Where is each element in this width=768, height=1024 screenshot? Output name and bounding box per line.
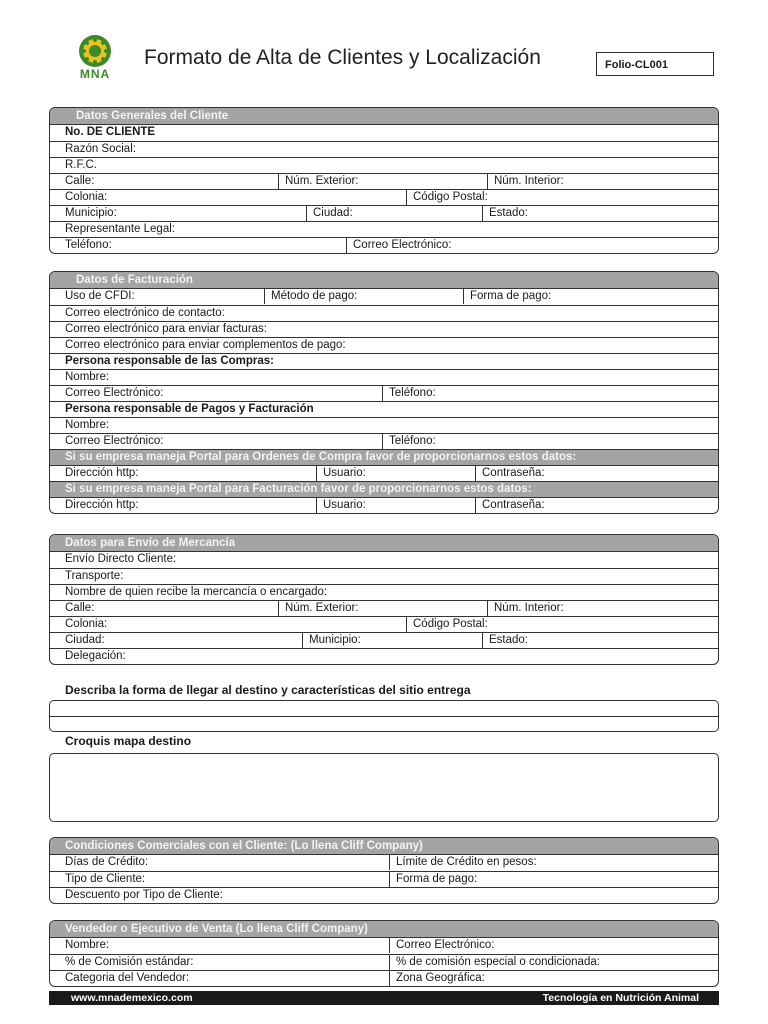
field-correo[interactable]: Correo Electrónico: — [346, 238, 451, 253]
subheading-resp-compras — [50, 353, 718, 369]
field-label: Correo electrónico de contacto: — [65, 307, 225, 319]
field-forma-pago[interactable]: Forma de pago: — [389, 872, 477, 887]
row-ciudad — [50, 632, 718, 648]
section-title: Vendedor o Ejecutivo de Venta (Lo llena Cliff Company) — [50, 921, 718, 938]
row-tipo-cliente — [50, 871, 718, 887]
field-telefono-compras[interactable]: Teléfono: — [382, 386, 436, 401]
field-label: Descuento por Tipo de Cliente: — [65, 889, 223, 901]
section-title: Condiciones Comerciales con el Cliente: (Lo llena Cliff Company) — [50, 838, 718, 855]
row-cfdi — [50, 289, 718, 305]
field-direccion-http[interactable]: Dirección http: — [65, 467, 139, 479]
field-ciudad[interactable]: Ciudad: — [306, 206, 353, 221]
field-num-interior[interactable]: Núm. Interior: — [487, 601, 564, 616]
footer-bar — [49, 991, 719, 1005]
field-calle[interactable]: Calle: — [65, 602, 95, 614]
field-num-interior[interactable]: Núm. Interior: — [487, 174, 564, 189]
field-label: Razón Social: — [65, 143, 136, 155]
field-usuario[interactable]: Usuario: — [316, 466, 366, 481]
band-portal-compras — [50, 449, 718, 465]
band-label: Si su empresa maneja Portal para Facturación favor de proporcionarnos estos datos: — [65, 483, 532, 495]
field-correo-pagos[interactable]: Correo Electrónico: — [65, 435, 164, 447]
row-contacto-compras — [50, 385, 718, 401]
field-metodo-pago[interactable]: Método de pago: — [264, 289, 357, 304]
field-transporte[interactable] — [50, 568, 718, 584]
field-uso-cfdi[interactable]: Uso de CFDI: — [65, 290, 135, 302]
page-title: Formato de Alta de Clientes y Localización — [144, 46, 541, 69]
field-label: Correo electrónico para enviar facturas: — [65, 323, 267, 335]
field-label: Nombre: — [65, 419, 110, 431]
row-comision — [50, 954, 718, 970]
field-correo-facturas[interactable] — [50, 321, 718, 337]
section-datos-generales — [49, 107, 719, 254]
field-label: Nombre: — [65, 371, 110, 383]
row-credito — [50, 855, 718, 871]
field-label: Transporte: — [65, 570, 124, 582]
field-descuento[interactable] — [50, 887, 718, 903]
field-zona[interactable]: Zona Geográfica: — [389, 971, 485, 986]
row-municipio — [50, 205, 718, 221]
folio-box: Folio-CL001 — [596, 52, 714, 76]
destino-divider — [50, 716, 718, 717]
section-title: Datos de Facturación — [50, 272, 718, 289]
row-calle — [50, 600, 718, 616]
field-contrasena[interactable]: Contraseña: — [475, 498, 545, 513]
field-contrasena[interactable]: Contraseña: — [475, 466, 545, 481]
field-categoria[interactable]: Categoria del Vendedor: — [65, 972, 190, 984]
field-label: Representante Legal: — [65, 223, 175, 235]
field-nombre-pagos[interactable] — [50, 417, 718, 433]
field-label: R.F.C. — [65, 159, 97, 171]
row-nombre — [50, 938, 718, 954]
row-colonia — [50, 189, 718, 205]
field-label: Envío Directo Cliente: — [65, 553, 177, 565]
field-municipio[interactable]: Municipio: — [302, 633, 361, 648]
footer-website[interactable]: www.mnademexico.com — [71, 992, 193, 1004]
field-forma-pago[interactable]: Forma de pago: — [463, 289, 551, 304]
band-label: Si su empresa maneja Portal para Ordenes de Compra favor de proporcionarnos estos datos: — [65, 451, 577, 463]
destino-textarea[interactable] — [49, 700, 719, 732]
field-num-exterior[interactable]: Núm. Exterior: — [278, 174, 359, 189]
field-direccion-http[interactable]: Dirección http: — [65, 499, 139, 511]
field-recibe[interactable] — [50, 584, 718, 600]
field-tipo-cliente[interactable]: Tipo de Cliente: — [65, 873, 146, 885]
field-usuario[interactable]: Usuario: — [316, 498, 366, 513]
field-envio-directo[interactable] — [50, 552, 718, 568]
field-num-exterior[interactable]: Núm. Exterior: — [278, 601, 359, 616]
row-calle — [50, 173, 718, 189]
field-nombre-compras[interactable] — [50, 369, 718, 385]
field-telefono[interactable]: Teléfono: — [65, 239, 112, 251]
field-municipio[interactable]: Municipio: — [65, 207, 117, 219]
destino-label: Describa la forma de llegar al destino y características del sitio entrega — [65, 683, 471, 697]
section-envio-mercancia — [49, 534, 719, 665]
field-comision-especial[interactable]: % de comisión especial o condicionada: — [389, 955, 600, 970]
field-codigo-postal[interactable]: Código Postal: — [406, 190, 488, 205]
field-dias-credito[interactable]: Días de Crédito: — [65, 856, 149, 868]
row-categoria — [50, 970, 718, 986]
section-title: Datos para Envío de Mercancía — [50, 535, 718, 552]
field-no-cliente[interactable] — [50, 125, 718, 141]
field-estado[interactable]: Estado: — [482, 633, 528, 648]
field-calle[interactable]: Calle: — [65, 175, 95, 187]
row-contacto-pagos — [50, 433, 718, 449]
field-correo-complementos[interactable] — [50, 337, 718, 353]
subheading-resp-pagos — [50, 401, 718, 417]
logo-text: MNA — [79, 67, 111, 81]
croquis-area[interactable] — [49, 753, 719, 822]
field-razon-social[interactable] — [50, 141, 718, 157]
croquis-label: Croquis mapa destino — [65, 734, 192, 748]
field-representante-legal[interactable] — [50, 221, 718, 237]
field-label: No. DE CLIENTE — [65, 126, 156, 138]
field-colonia[interactable]: Colonia: — [65, 191, 108, 203]
field-rfc[interactable] — [50, 157, 718, 173]
section-vendedor — [49, 920, 719, 987]
field-label: Nombre de quien recibe la mercancía o encargado: — [65, 586, 328, 598]
field-correo-compras[interactable]: Correo Electrónico: — [65, 387, 164, 399]
row-portal-facturacion — [50, 497, 718, 513]
field-telefono-pagos[interactable]: Teléfono: — [382, 434, 436, 449]
field-label: Correo electrónico para enviar complementos de pago: — [65, 339, 346, 351]
field-codigo-postal[interactable]: Código Postal: — [406, 617, 488, 632]
field-estado[interactable]: Estado: — [482, 206, 528, 221]
field-label: Delegación: — [65, 650, 126, 662]
field-comision[interactable]: % de Comisión estándar: — [65, 956, 194, 968]
row-colonia — [50, 616, 718, 632]
footer-slogan: Tecnología en Nutrición Animal — [542, 992, 699, 1004]
row-portal-compras — [50, 465, 718, 481]
section-datos-facturacion — [49, 271, 719, 514]
field-correo-contacto[interactable] — [50, 305, 718, 321]
field-limite-credito[interactable]: Límite de Crédito en pesos: — [389, 855, 537, 870]
subheading-label: Persona responsable de las Compras: — [65, 355, 274, 367]
sunflower-icon — [74, 34, 116, 68]
band-portal-facturacion — [50, 481, 718, 497]
field-ciudad[interactable]: Ciudad: — [65, 634, 105, 646]
field-nombre[interactable]: Nombre: — [65, 939, 110, 951]
field-correo[interactable]: Correo Electrónico: — [389, 938, 494, 953]
row-telefono — [50, 237, 718, 253]
subheading-label: Persona responsable de Pagos y Facturación — [65, 403, 314, 415]
field-colonia[interactable]: Colonia: — [65, 618, 108, 630]
field-delegacion[interactable] — [50, 648, 718, 664]
section-condiciones-comerciales — [49, 837, 719, 904]
section-title: Datos Generales del Cliente — [50, 108, 718, 125]
mna-logo — [74, 34, 116, 86]
